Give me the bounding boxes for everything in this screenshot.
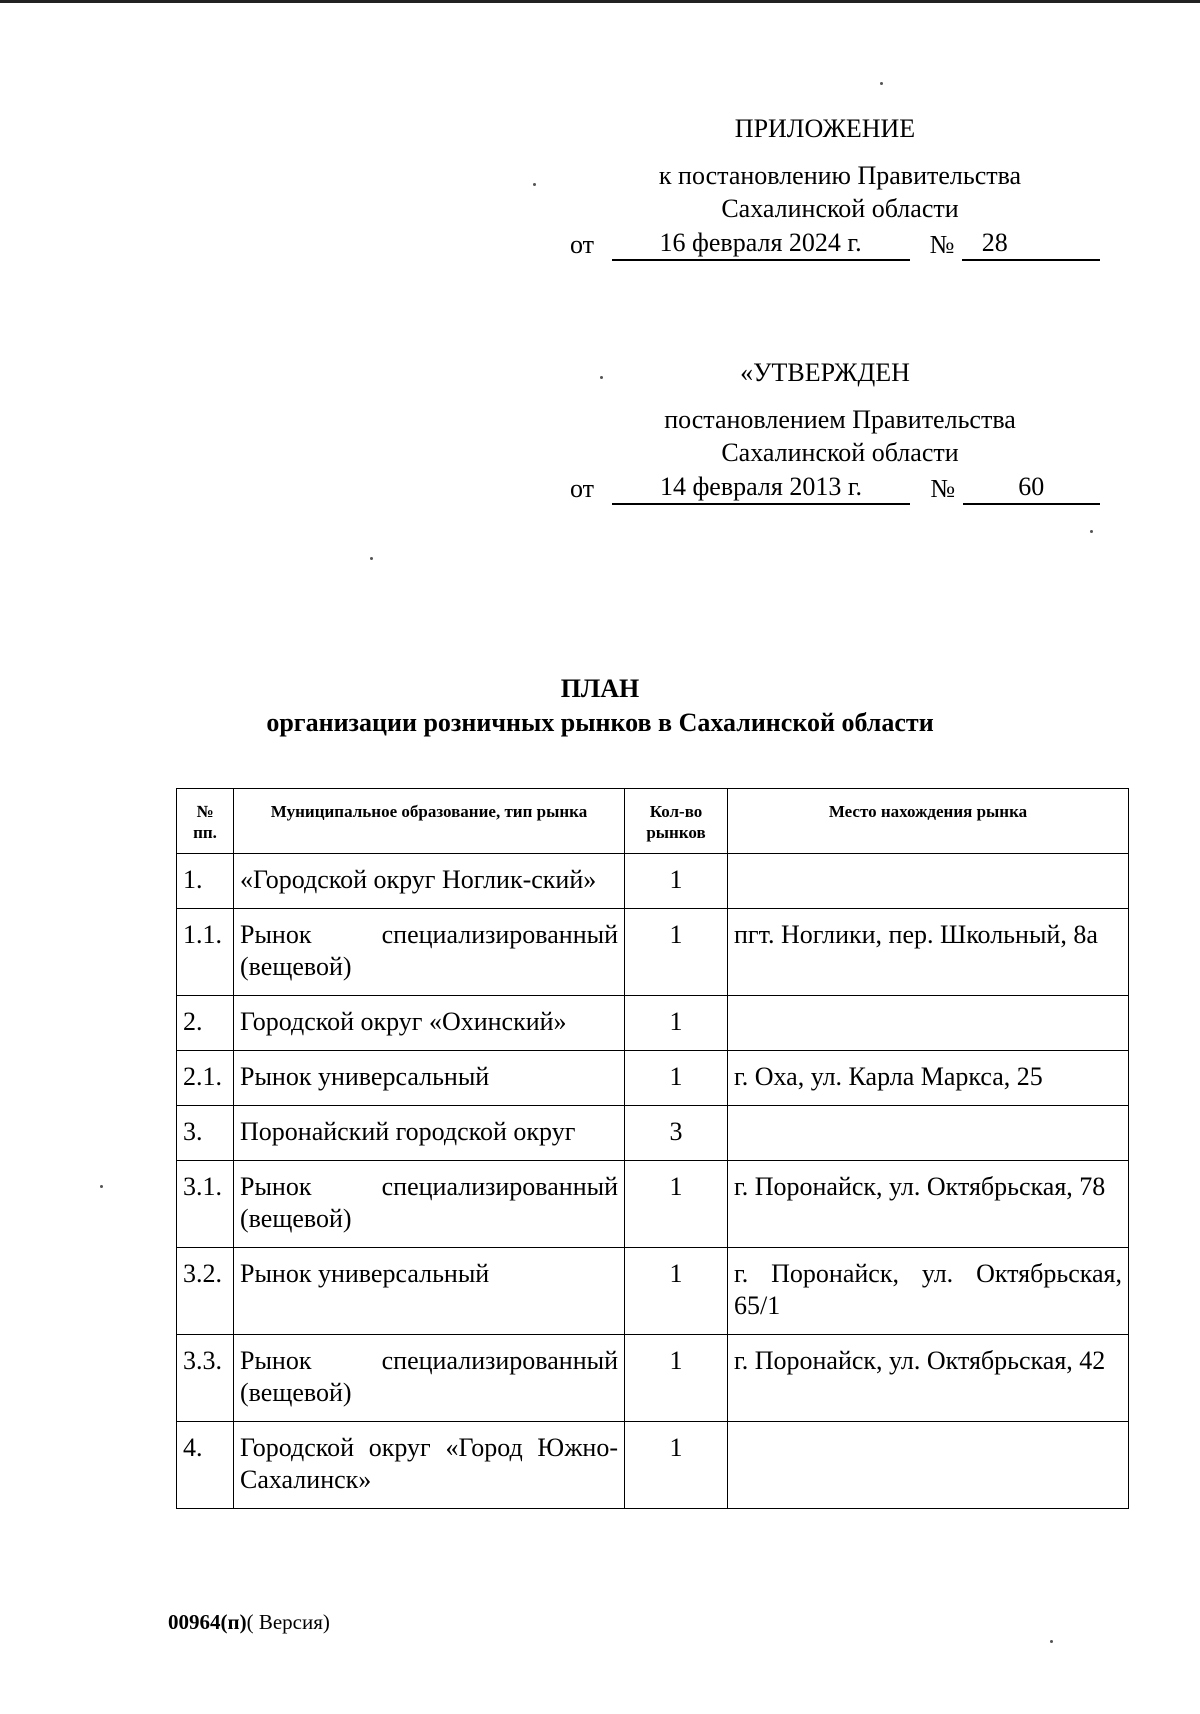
header-num: № пп.	[177, 789, 234, 854]
table-header-row	[177, 789, 1129, 854]
row-municipality: «Городской округ Ноглик-ский»	[234, 854, 625, 909]
scan-speck	[1050, 1640, 1053, 1643]
row-number: 3.3.	[177, 1335, 234, 1422]
row-number: 2.1.	[177, 1051, 234, 1106]
row-market-count: 3	[625, 1106, 728, 1161]
row-location	[728, 996, 1129, 1051]
row-location: пгт. Ноглики, пер. Школьный, 8а	[728, 909, 1129, 996]
appendix-title: ПРИЛОЖЕНИЕ	[734, 114, 916, 143]
row-number: 3.2.	[177, 1248, 234, 1335]
table-row	[177, 996, 1129, 1051]
table-row	[177, 1422, 1129, 1509]
approved-block	[560, 356, 1100, 505]
appendix-number-prefix: №	[929, 230, 955, 259]
row-number: 1.1.	[177, 909, 234, 996]
row-market-count: 1	[625, 1248, 728, 1335]
row-market-count: 1	[625, 909, 728, 996]
row-number: 1.	[177, 854, 234, 909]
plan-title: ПЛАН	[560, 674, 640, 703]
appendix-line-1: к постановлению Правительства	[658, 161, 1022, 190]
approved-date: 14 февраля 2013 г.	[612, 470, 911, 505]
row-municipality: Рынок специализированный (вещевой)	[234, 1335, 625, 1422]
scan-speck	[100, 1185, 103, 1188]
table-row	[177, 1106, 1129, 1161]
table-row	[177, 1248, 1129, 1335]
row-market-count: 1	[625, 1161, 728, 1248]
row-location	[728, 1106, 1129, 1161]
row-number: 2.	[177, 996, 234, 1051]
scan-speck	[600, 376, 603, 379]
document-footer	[168, 1610, 330, 1635]
header-count: Кол-во рынков	[625, 789, 728, 854]
appendix-line-2: Сахалинской области	[721, 194, 959, 223]
row-municipality: Рынок универсальный	[234, 1248, 625, 1335]
approved-title: «УТВЕРЖДЕН	[740, 358, 910, 387]
row-municipality: Рынок специализированный (вещевой)	[234, 909, 625, 996]
scan-speck	[533, 183, 536, 186]
row-number: 4.	[177, 1422, 234, 1509]
appendix-dateline	[570, 225, 1100, 261]
table-row	[177, 854, 1129, 909]
scan-speck	[880, 82, 883, 85]
approved-date-prefix: от	[570, 474, 595, 503]
header-place: Место нахождения рынка	[728, 789, 1129, 854]
row-location	[728, 1422, 1129, 1509]
top-rule	[0, 0, 1200, 3]
row-market-count: 1	[625, 1051, 728, 1106]
row-market-count: 1	[625, 996, 728, 1051]
footer-code: 00964(п)	[168, 1610, 247, 1634]
appendix-block	[560, 112, 1100, 261]
table-row	[177, 1051, 1129, 1106]
row-municipality: Городской округ «Город Южно-Сахалинск»	[234, 1422, 625, 1509]
row-location	[728, 854, 1129, 909]
row-market-count: 1	[625, 1422, 728, 1509]
row-number: 3.1.	[177, 1161, 234, 1248]
appendix-number: 28	[962, 226, 1100, 261]
approved-line-1: постановлением Правительства	[664, 405, 1016, 434]
plan-heading	[0, 672, 1200, 740]
row-market-count: 1	[625, 854, 728, 909]
row-municipality: Городской округ «Охинский»	[234, 996, 625, 1051]
header-name: Муниципальное образование, тип рынка	[234, 789, 625, 854]
row-municipality: Рынок специализированный (вещевой)	[234, 1161, 625, 1248]
table-body	[177, 854, 1129, 1509]
row-municipality: Рынок универсальный	[234, 1051, 625, 1106]
table-row	[177, 1161, 1129, 1248]
plan-subtitle: организации розничных рынков в Сахалинской области	[266, 708, 934, 737]
row-location: г. Оха, ул. Карла Маркса, 25	[728, 1051, 1129, 1106]
scan-speck	[370, 557, 373, 560]
markets-table	[176, 788, 1129, 1509]
scan-speck	[1090, 530, 1093, 533]
approved-number-prefix: №	[930, 474, 956, 503]
footer-version: ( Версия)	[246, 1610, 330, 1634]
row-municipality: Поронайский городской округ	[234, 1106, 625, 1161]
row-market-count: 1	[625, 1335, 728, 1422]
row-number: 3.	[177, 1106, 234, 1161]
approved-number: 60	[963, 470, 1100, 505]
table-row	[177, 1335, 1129, 1422]
table-row	[177, 909, 1129, 996]
approved-dateline	[570, 469, 1100, 505]
appendix-date-prefix: от	[570, 230, 595, 259]
row-location: г. Поронайск, ул. Октябрьская, 65/1	[728, 1248, 1129, 1335]
appendix-date: 16 февраля 2024 г.	[612, 226, 910, 261]
approved-line-2: Сахалинской области	[721, 438, 959, 467]
row-location: г. Поронайск, ул. Октябрьская, 42	[728, 1335, 1129, 1422]
row-location: г. Поронайск, ул. Октябрьская, 78	[728, 1161, 1129, 1248]
